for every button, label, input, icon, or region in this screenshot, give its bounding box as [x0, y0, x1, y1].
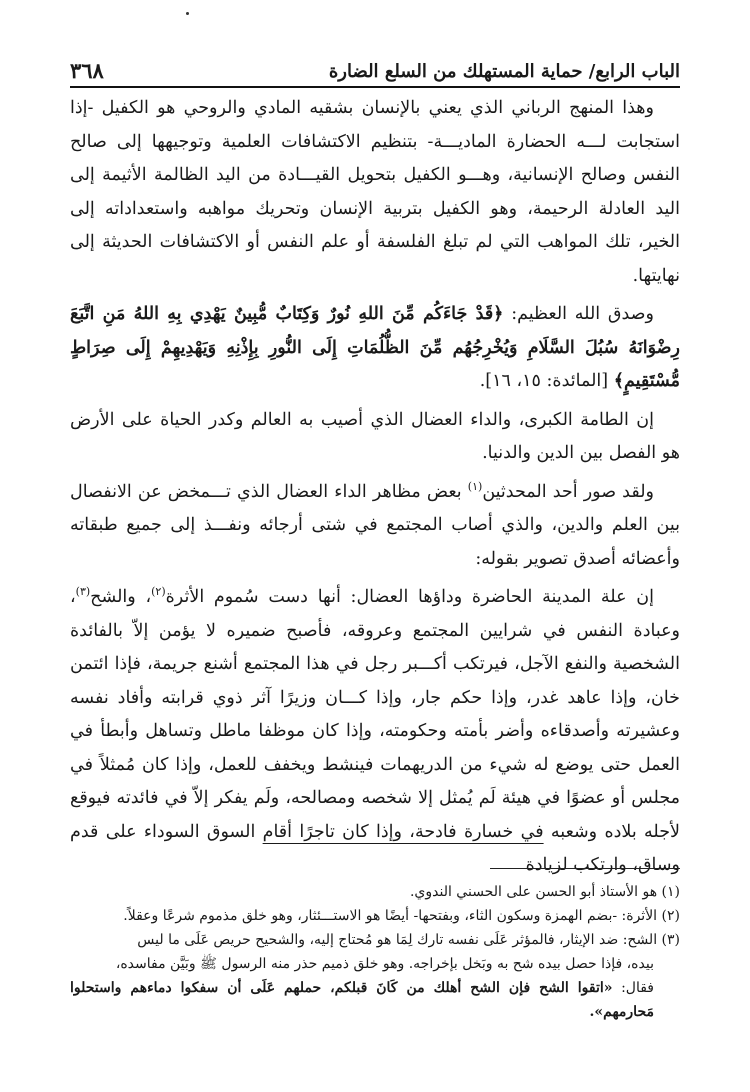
footnote-3: (٣) الشح: ضد الإيثار، فالمؤثر عَلَى نفسه تارك لِمَا هو مُحتاج إليه، والشحيح حريص عَلَى ما ليس: [137, 932, 680, 948]
paragraph-3: إن الطامة الكبرى، والداء العضال الذي أصيب به العالم وكدر الحياة على الأرض هو الفصل بين الدين والدنيا.: [70, 409, 680, 463]
footnote-3-cont-1: بيده، فإذا حصل بيده شح به وبَخل بإخراجه. وهو خلق ذميم حذر منه الرسول ﷺ وبَيَّن مفاسده،: [115, 956, 654, 972]
p5-text-b: ، والشح: [90, 587, 152, 607]
paragraph-4: [70, 476, 680, 577]
footnote-ref-3: (٣): [75, 585, 91, 599]
p5-text-e: السوق السوداء على قدم وساق، وارتكب لزيادة: [70, 821, 680, 875]
footnote-ref-1: (١): [467, 479, 483, 493]
paragraph-1: وهذا المنهج الرباني الذي يعني بالإنسان بشقيه المادي والروحي هو الكفيل -إذا استجابت لـــه الحضارة الماديـــة- بتنظيم الاكتشافات العلمية وتوجيهها إلى صالح النفس وصالح الإنسانية، وهـــو الكفيل بتحويل القيـــادة من اليد الظالمة الأثيمة إلى اليد العادلة الرحيمة، وهو الكفيل بتربية الإنسان وتحريك مواهبه واستعداداته إلى الخير، تلك المواهب التي لم تبلغ الفلسفة أو علم النفس أو الاكتشافات الحديثة إلى نهايتها.: [70, 98, 680, 286]
chapter-title: الباب الرابع/ حماية المستهلك من السلع الضارة: [328, 61, 680, 82]
hadith-intro: فقال:: [612, 980, 654, 996]
main-text: [70, 92, 680, 883]
p4-text-b: بعض مظاهر الداء العضال الذي تـــمخض عن الانفصال بين العلم والدين، والذي أصاب المجتمع في شتى أرجائه ونفـــذ إلى جميع طبقاته وأعضائه أصدق تصوير بقوله:: [70, 481, 680, 569]
page-header: [70, 52, 680, 88]
underlined-phrase: في خسارة فادحة، وإذا كان تاجرًا أقام: [262, 821, 544, 842]
p5-text-a: إن علة المدينة الحاضرة وداؤها العضال: أنها دست سُموم الأثرة: [165, 587, 654, 607]
footnote-1: (١) هو الأستاذ أبو الحسن على الحسني الندوي.: [409, 884, 680, 900]
p5-text-c: ، وعبادة النفس في شرايين المجتمع وعروقه، فأصبح ضميره لا يؤمن إلاّ بالفائدة الشخصية والنفع الآجل، فيرتكب أكـــبر رجل في هذا المجتمع أشنع جريمة، فإذا ائتمن خان، وإذا عاهد غدر، وإذا حكم جار، وإذا كـــان وزيرًا آثر ذوي قرابته وأفاد نفسه وعشيرته وأصدقاءه وأضر بأمته وحكومته، وإذا كان موظفا ماطل وتساهل وأبطأ في العمل حتى يوضع له شيء من الدريهمات فينشط ويخفف للعمل، وإذا كان مُمثلاً في مجلس أو عضوًا في هيئة لَم يُمثل إلا شخصه ومصالحه، ولَم يفكر إلاّ في فائدته فيوقع لأجله بلاده وشعبه: [70, 587, 680, 842]
paragraph-5: [70, 581, 680, 883]
page-number: ٣٦٨: [70, 58, 104, 83]
verse-reference: [المائدة: ١٥، ١٦].: [479, 371, 614, 391]
footnote-ref-2: (٢): [151, 585, 166, 599]
footnote-3-cont-2: [70, 976, 680, 1024]
hadith-text: «اتقوا الشح فإن الشح أهلك من كَانَ قبلكم، حملهم عَلَى أن سفكوا دماءهم واستحلوا مَحارمهم».: [70, 980, 654, 1020]
paragraph-2: [70, 298, 680, 399]
quran-verse: ﴿قَدْ جَاءَكُم مِّنَ اللهِ نُورٌ وَكِتَابٌ مُّبِينٌ يَهْدِي بِهِ اللهُ مَنِ اتَّبَعَ رِضْوَانَهُ سُبُلَ السَّلَامِ وَيُخْرِجُهُم مِّنَ الظُّلُمَاتِ إِلَى النُّورِ بِإِذْنِهِ وَيَهْدِيهِمْ إِلَى صِرَاطٍ مُّسْتَقِيمٍ﴾: [70, 304, 680, 391]
footnotes: [70, 880, 680, 1024]
scan-speck: [186, 12, 189, 15]
quran-intro: وصدق الله العظيم:: [503, 304, 654, 324]
footnote-2: (٢) الأثرة: -بضم الهمزة وسكون الثاء، وبفتحها- أيضًا هو الاستـــئثار، وهو خلق مذموم شرعًا وعقلاً.: [123, 908, 680, 924]
p4-text-a: ولقد صور أحد المحدثين: [482, 481, 655, 502]
footnote-separator: [490, 868, 680, 869]
